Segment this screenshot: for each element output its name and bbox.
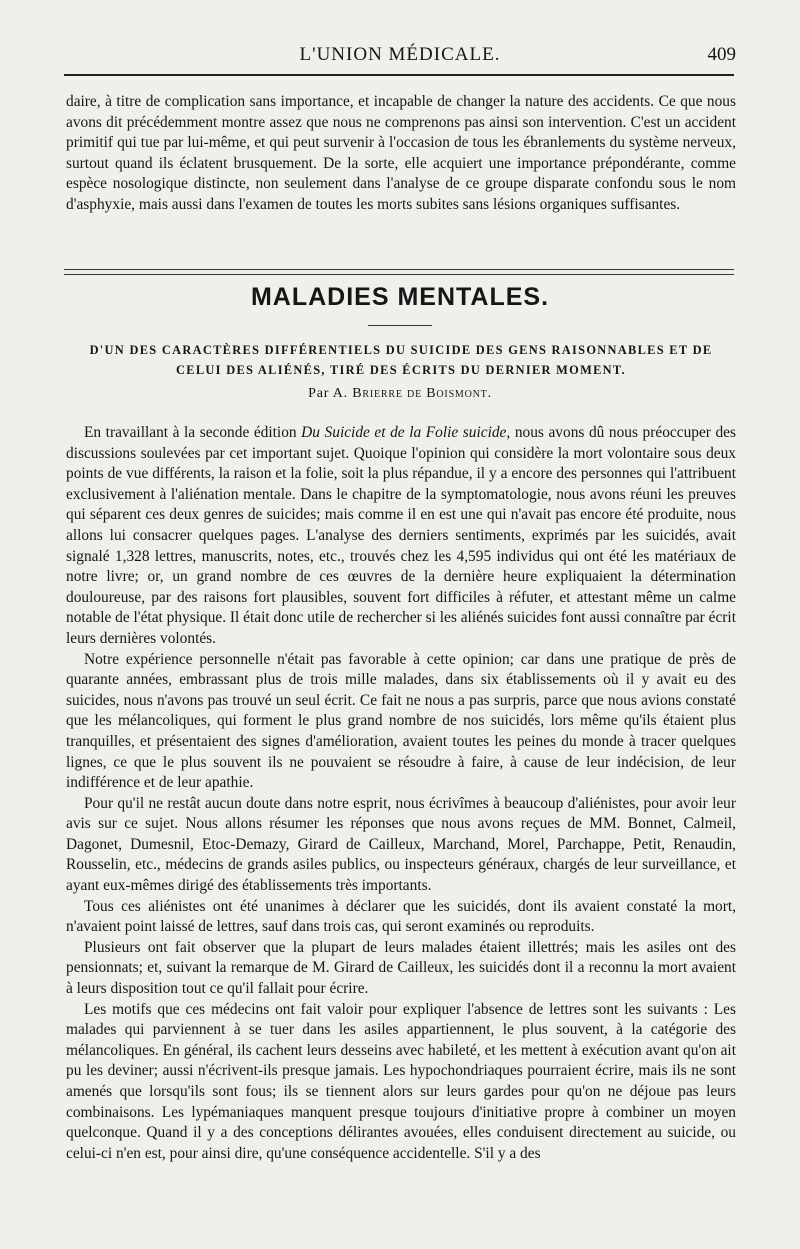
continuation-text: daire, à titre de complication sans importance, et incapable de changer la nature des accidents. Ce que nous avons dit précédemment montre assez que nous ne comprenons pas ainsi son intervention. C'est un accident primitif qui tue par lui-même, et qui peut survenir à l'occasion de tous les ébranlements du système nerveux, surtout quand ils éclatent brusquement. De la sorte, elle acquiert une importance prépondérante, comme espèce nosologique distincte, non seulement dans l'analyse de ce groupe disparate confondu sous le nom d'asphyxie, mais aussi dans l'examen de toutes les morts subites sans lésions organiques suffisantes.	[66, 93, 736, 213]
byline-prefix: Par A.	[308, 386, 348, 401]
paragraph-5: Plusieurs ont fait observer que la plupart de leurs malades étaient illettrés; mais les asiles ont des pensionnats; et, suivant la remarque de M. Girard de Cailleux, les suicidés dont il a reconnu la mort avaient à leurs disposition tout ce qu'il fallait pour écrire.	[66, 938, 736, 998]
page-number: 409	[707, 44, 736, 65]
paragraph-1-start: En travaillant à la seconde édition	[84, 424, 302, 441]
article-title-line-1: D'UN DES CARACTÈRES DIFFÉRENTIELS DU SUICIDE DES GENS RAISONNABLES ET DE	[89, 343, 713, 357]
article-title-line-2: CELUI DES ALIÉNÉS, TIRÉ DES ÉCRITS DU DERNIER MOMENT.	[176, 363, 626, 377]
article-title	[66, 340, 736, 380]
byline	[0, 386, 800, 402]
paragraph-2: Notre expérience personnelle n'était pas favorable à cette opinion; car dans une pratique de près de quarante années, embrassant plus de trois mille malades, dans six établissements où il y avait eu des suicides, nous n'avons pas trouvé un seul écrit. Ce fait ne nous a pas surpris, parce que nous avions constaté que les mélancoliques, qui forment le plus grand nombre de nos suicidés, lors même qu'ils étaient plus tranquilles, et présentaient des signes d'amélioration, avaient toutes les peines du monde à tracer quelques lignes, ce que le plus souvent ils ne pouvaient se résoudre à faire, à cause de leur indécision, de leur indifférence et de leur apathie.	[66, 650, 736, 792]
running-head	[64, 44, 736, 70]
paragraph-6: Les motifs que ces médecins ont fait valoir pour expliquer l'absence de lettres sont les suivants : Les malades qui parviennent à se tuer dans les asiles appartiennent, le plus souvent, à la catégorie des mélancoliques. En général, ils cachent leurs desseins avec habileté, et les mettent à exécution avant qu'on ait pu les deviner; aussi n'écrivent-ils presque jamais. Les hypochondriaques pourraient écrire, mais ils ne sont amenés que lorsqu'ils sont fous; ils se tiennent alors sur leurs gardes pour qu'on ne déjoue pas leurs combinaisons. Les lypémaniaques manquent presque toujours d'initiative propre à combiner un moyen quelconque. Quand il y a des conceptions délirantes avouées, elles conduisent directement au suicide, ou celui-ci n'en est, pour ainsi dire, qu'une conséquence accidentelle. S'il y a des	[66, 1000, 736, 1162]
work-title: Du Suicide et de la Folie suicide,	[301, 424, 511, 441]
byline-author: Brierre de Boismont.	[352, 386, 492, 401]
paragraph-1	[66, 423, 736, 650]
article-body	[66, 423, 736, 1164]
header-rule	[64, 74, 734, 76]
paragraph-4: Tous ces aliénistes ont été unanimes à déclarer que les suicidés, dont ils avaient constaté la mort, n'avaient point laissé de lettres, sauf dans trois cas, qui seront examinés ou reproduits.	[66, 897, 736, 936]
section-title: MALADIES MENTALES.	[250, 283, 550, 311]
running-title: L'UNION MÉDICALE.	[299, 44, 501, 65]
continuation-paragraph	[66, 92, 736, 216]
paragraph-3: Pour qu'il ne restât aucun doute dans notre esprit, nous écrivîmes à beaucoup d'aliénistes, pour avoir leur avis sur ce sujet. Nous allons résumer les réponses que nous avons reçues de MM. Bonnet, Calmeil, Dagonet, Dumesnil, Etoc-Demazy, Girard de Cailleux, Marchand, Morel, Parchappe, Petit, Renaudin, Rousselin, etc., médecins de grands asiles publics, ou inspecteurs généraux, chargés de leur surveillance, et ayant eux-mêmes dirigé des établissements très importants.	[66, 794, 736, 895]
paragraph-1-rest: nous avons dû nous préoccuper des discussions soulevées par cet important sujet. Quoique l'opinion qui considère la mort volontaire sous deux points de vue différents, la raison et la folie, soit la plus répandue, il y a encore des personnes qui l'attribuent exclusivement à l'aliénation mentale. Dans le chapitre de la symptomatologie, nous avons réuni les preuves qui séparent ces deux genres de suicides; mais comme il en est une qui n'avait pas encore été produite, nous allons lui consacrer quelques pages. L'analyse des derniers sentiments, exprimés par les suicidés, avait signalé 1,328 lettres, manuscrits, notes, etc., trouvés chez les 4,595 individus qui ont été les matériaux de notre livre; or, un grand nombre de ces œuvres de la dernière heure expliquaient la détermination douloureuse, par des raisons fort plausibles, souvent fort difficiles à réfuter, et attestant même un calme notable de l'état physique. Il était donc utile de rechercher si les aliénés suicides font aussi connaître par écrit leurs dernières volontés.	[66, 424, 736, 647]
title-rule	[368, 325, 432, 326]
section-double-rule	[64, 269, 734, 275]
